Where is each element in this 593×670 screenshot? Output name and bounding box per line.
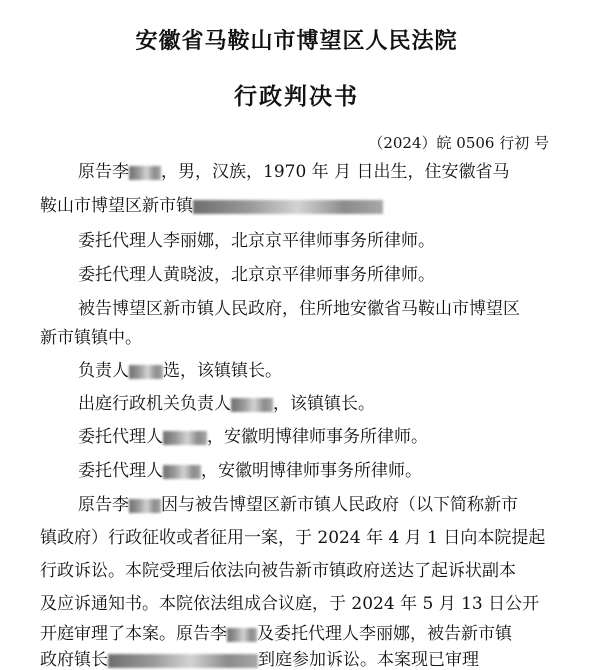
paragraph-case-summary bbox=[78, 497, 518, 514]
paragraph-defendant bbox=[78, 301, 520, 318]
paragraph-case-summary-line5 bbox=[40, 626, 512, 643]
text-segment: 及委托代理人李丽娜，被告新市镇 bbox=[257, 624, 512, 644]
text-segment: 选，该镇镇长。 bbox=[163, 361, 282, 381]
text-segment: 开庭审理了本案。原告李 bbox=[40, 624, 227, 644]
text-segment: 政府镇长 bbox=[40, 650, 108, 670]
redaction-mark bbox=[193, 200, 383, 214]
court-name: 安徽省马鞍山市博望区人民法院 bbox=[135, 28, 458, 54]
redaction-mark bbox=[129, 166, 161, 180]
text-segment: ，安徽明博律师事务所律师。 bbox=[201, 461, 422, 481]
text-segment: 因与被告博望区新市镇人民政府（以下简称新市 bbox=[161, 495, 518, 515]
redaction-mark bbox=[163, 431, 207, 445]
case-number: （2024）皖 0506 行初 号 bbox=[368, 134, 549, 152]
paragraph-responsible-person bbox=[78, 363, 282, 380]
text-segment: 委托代理人 bbox=[78, 427, 163, 447]
redaction-mark bbox=[227, 628, 257, 642]
text-segment: 新市镇镇中。 bbox=[40, 328, 142, 348]
paragraph-defense-agent-2 bbox=[78, 463, 422, 480]
redaction-mark bbox=[163, 465, 201, 479]
text-segment: 原告李 bbox=[78, 162, 129, 182]
redaction-mark bbox=[129, 365, 163, 379]
text-segment: 出庭行政机关负责人 bbox=[78, 394, 231, 414]
document-title: 行政判决书 bbox=[234, 83, 359, 110]
paragraph-agent-2 bbox=[78, 267, 435, 284]
paragraph-defense-agent-1 bbox=[78, 429, 428, 446]
text-segment: 鞍山市博望区新市镇 bbox=[40, 196, 193, 216]
paragraph-court-representative bbox=[78, 396, 375, 413]
paragraph-agent-1 bbox=[78, 233, 435, 250]
text-segment: 委托代理人黄晓波，北京京平律师事务所律师。 bbox=[78, 265, 435, 285]
text-segment: 行政诉讼。本院受理后依法向被告新市镇政府送达了起诉状副本 bbox=[40, 561, 516, 581]
text-segment: 委托代理人李丽娜，北京京平律师事务所律师。 bbox=[78, 231, 435, 251]
text-segment: 到庭参加诉讼。本案现已审理 bbox=[258, 650, 479, 670]
redaction-mark bbox=[108, 654, 258, 668]
text-segment: ，该镇镇长。 bbox=[273, 394, 375, 414]
text-segment: 负责人 bbox=[78, 361, 129, 381]
text-segment: 委托代理人 bbox=[78, 461, 163, 481]
paragraph-case-summary-line3 bbox=[40, 563, 516, 580]
text-segment: ，男，汉族，1970 年 月 日出生，住安徽省马 bbox=[161, 162, 510, 182]
paragraph-case-summary-line6 bbox=[40, 652, 479, 669]
paragraph-defendant-cont bbox=[40, 330, 142, 347]
text-segment: 被告博望区新市镇人民政府，住所地安徽省马鞍山市博望区 bbox=[78, 299, 520, 319]
paragraph-case-summary-line2 bbox=[40, 530, 545, 547]
paragraph-case-summary-line4 bbox=[40, 596, 539, 613]
text-segment: 原告李 bbox=[78, 495, 129, 515]
redaction-mark bbox=[231, 398, 273, 412]
text-segment: ，安徽明博律师事务所律师。 bbox=[207, 427, 428, 447]
paragraph-plaintiff-address bbox=[40, 198, 383, 215]
text-segment: 及应诉通知书。本院依法组成合议庭，于 2024 年 5 月 13 日公开 bbox=[40, 594, 540, 614]
redaction-mark bbox=[129, 499, 161, 513]
text-segment: 镇政府）行政征收或者征用一案，于 2024 年 4 月 1 日向本院提起 bbox=[40, 528, 546, 548]
paragraph-plaintiff bbox=[78, 164, 509, 181]
